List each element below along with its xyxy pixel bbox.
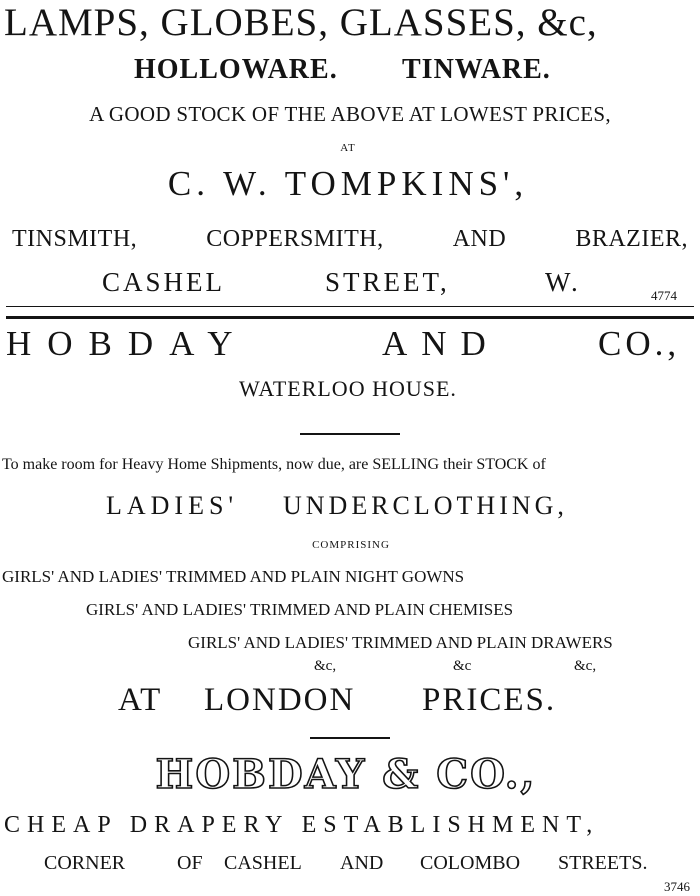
tinware-label: TINWARE. <box>402 54 551 85</box>
hobday-word: HOBDAY <box>6 324 249 363</box>
location-and: AND <box>340 852 384 874</box>
short-divider-2 <box>310 737 390 739</box>
headline <box>4 3 694 42</box>
tagline: A GOOD STOCK OF THE ABOVE AT LOWEST PRICES, <box>89 102 611 126</box>
section-divider-thick <box>6 316 694 319</box>
address-cashel: CASHEL <box>102 267 226 297</box>
item-drawers: GIRLS' AND LADIES' TRIMMED AND PLAIN DRAWERS <box>188 633 613 652</box>
location-cashel: CASHEL <box>224 852 302 874</box>
address-street: STREET, <box>325 267 450 297</box>
item-chemises: GIRLS' AND LADIES' TRIMMED AND PLAIN CHEMISES <box>86 600 514 619</box>
ad-number-hobday: 3746 <box>664 879 690 894</box>
price-prices: PRICES. <box>422 682 557 718</box>
product-underclothing: UNDERCLOTHING, <box>283 491 568 520</box>
comprising-label: COMPRISING <box>312 539 390 551</box>
trade-coppersmith: COPPERSMITH, <box>206 226 384 252</box>
trade-and: AND <box>452 226 507 252</box>
price-at: AT <box>118 682 163 718</box>
headline-text: LAMPS, GLOBES, GLASSES, &c, <box>4 1 598 44</box>
short-divider-1 <box>300 433 400 435</box>
etc-2: &c <box>453 658 472 674</box>
hobday-co: CO., <box>598 324 681 363</box>
location-streets: STREETS. <box>558 852 648 874</box>
address-w: W. <box>545 267 581 297</box>
ad-number-tompkins: 4774 <box>651 288 677 303</box>
hobday-logo-wordmark: HOBDAY & CO., <box>155 751 537 798</box>
location-corner: CORNER <box>44 852 126 874</box>
hobday-and: AND <box>382 324 500 363</box>
location-of: OF <box>177 852 203 874</box>
waterloo-house: WATERLOO HOUSE. <box>239 376 457 401</box>
etc-1: &c, <box>314 658 337 674</box>
trade-brazier: BRAZIER, <box>575 226 688 252</box>
establishment-line <box>4 813 696 837</box>
establishment-text: CHEAP DRAPERY ESTABLISHMENT, <box>4 812 600 838</box>
price-london: LONDON <box>204 682 356 718</box>
announcement: To make room for Heavy Home Shipments, now due, are SELLING their STOCK of <box>2 456 546 473</box>
item-night-gowns: GIRLS' AND LADIES' TRIMMED AND PLAIN NIGHT GOWNS <box>2 567 465 586</box>
at-label: AT <box>340 142 356 154</box>
etc-3: &c, <box>574 658 597 674</box>
business-name: C. W. TOMPKINS', <box>167 164 529 203</box>
section-divider-thin <box>6 306 694 307</box>
product-ladies: LADIES' <box>106 491 239 520</box>
trades-line <box>12 227 688 251</box>
holloware-label: HOLLOWARE. <box>134 54 338 85</box>
trade-tinsmith: TINSMITH, <box>12 226 138 252</box>
location-colombo: COLOMBO <box>420 852 521 874</box>
